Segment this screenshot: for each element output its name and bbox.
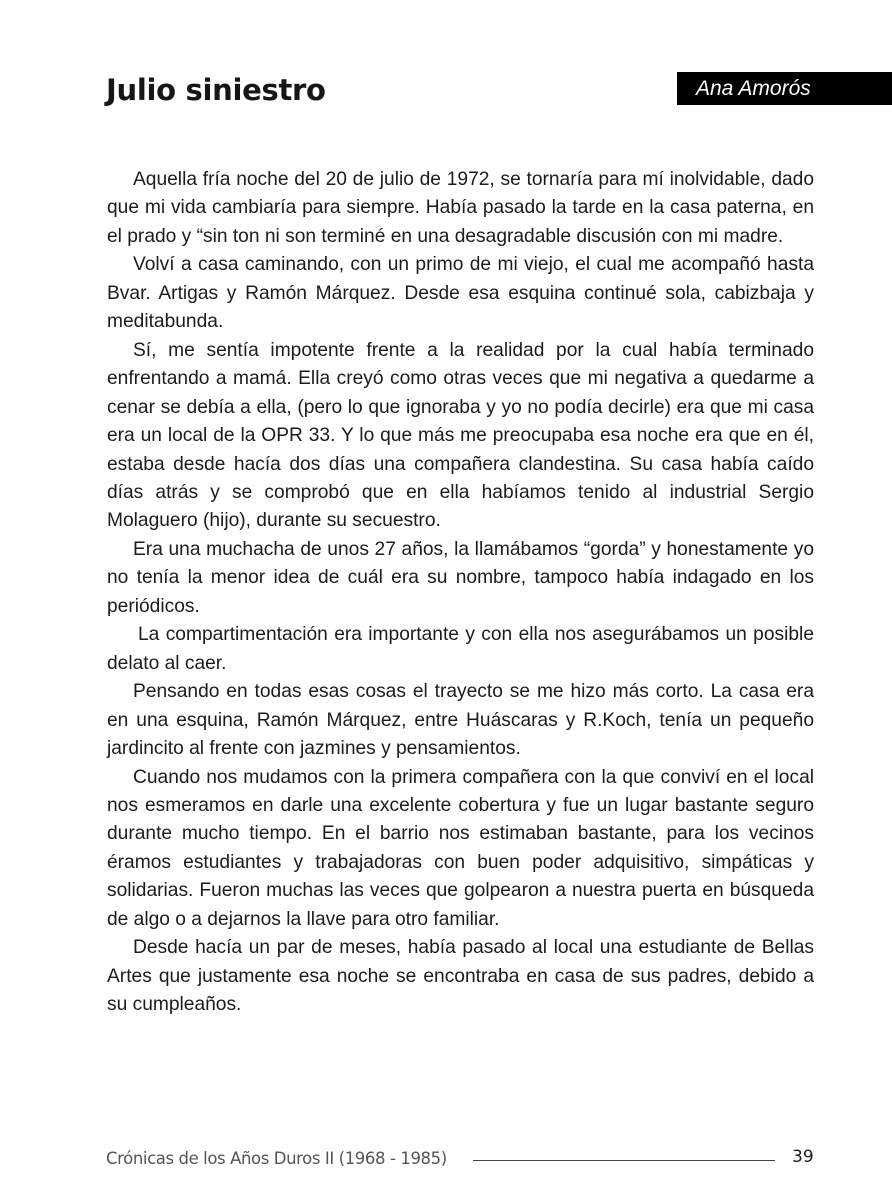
paragraph: Desde hacía un par de meses, había pasado al local una estudiante de Bellas Artes que justamente esa noche se encontraba en casa de sus padres, debido a su cumpleaños. xyxy=(107,937,814,1016)
paragraph: Cuando nos mudamos con la primera compañera con la que conviví en el local nos esmeramos en darle una excelente cobertura y fue un lugar bastante seguro durante mucho tiempo. En el barrio nos estimaban bastante, para los vecinos éramos estudiantes y trabajadoras con buen poder adquisitivo, simpáticas y solidarias. Fueron muchas las veces que golpearon a nuestra puerta en búsqueda de algo o a dejarnos la llave para otro familiar. xyxy=(107,766,814,930)
page-number: 39 xyxy=(792,1147,814,1167)
paragraph: La compartimentación era importante y con ella nos asegurábamos un posible delato al caer. xyxy=(107,624,814,674)
paragraph: Pensando en todas esas cosas el trayecto se me hizo más corto. La casa era en una esquina, Ramón Márquez, entre Huáscaras y R.Koch, tenía un pequeño jardincito al frente con jazmines y pensamientos. xyxy=(107,681,814,760)
footer-divider xyxy=(473,1160,775,1161)
author-badge xyxy=(677,72,892,105)
paragraph: Volví a casa caminando, con un primo de mi viejo, el cual me acompañó hasta Bvar. Artigas y Ramón Márquez. Desde esa esquina continué sola, cabizbaja y meditabunda. xyxy=(107,254,814,333)
chapter-body xyxy=(107,166,814,1020)
author-name: Ana Amorós xyxy=(696,77,811,100)
running-footer-book-title: Crónicas de los Años Duros II (1968 - 1985) xyxy=(106,1149,447,1168)
paragraph: Era una muchacha de unos 27 años, la llamábamos “gorda” y honestamente yo no tenía la menor idea de cuál era su nombre, tampoco había indagado en los periódicos. xyxy=(107,538,814,617)
paragraph: Aquella fría noche del 20 de julio de 1972, se tornaría para mí inolvidable, dado que mi vida cambiaría para siempre. Había pasado la tarde en la casa paterna, en el prado y “sin ton ni son terminé en una desagradable discusión con mi madre. xyxy=(107,169,814,247)
paragraph: Sí, me sentía impotente frente a la realidad por la cual había terminado enfrentando a mamá. Ella creyó como otras veces que mi negativa a quedarme a cenar se debía a ella, (pero lo que ignoraba y yo no podía decirle) era que mi casa era un local de la OPR 33. Y lo que más me preocupaba esa noche era que en él, estaba desde hacía dos días una compañera clandestina. Su casa había caído días atrás y se comprobó que en ella habíamos tenido al industrial Sergio Molaguero (hijo), durante su secuestro. xyxy=(107,339,814,532)
chapter-title: Julio siniestro xyxy=(106,73,326,107)
